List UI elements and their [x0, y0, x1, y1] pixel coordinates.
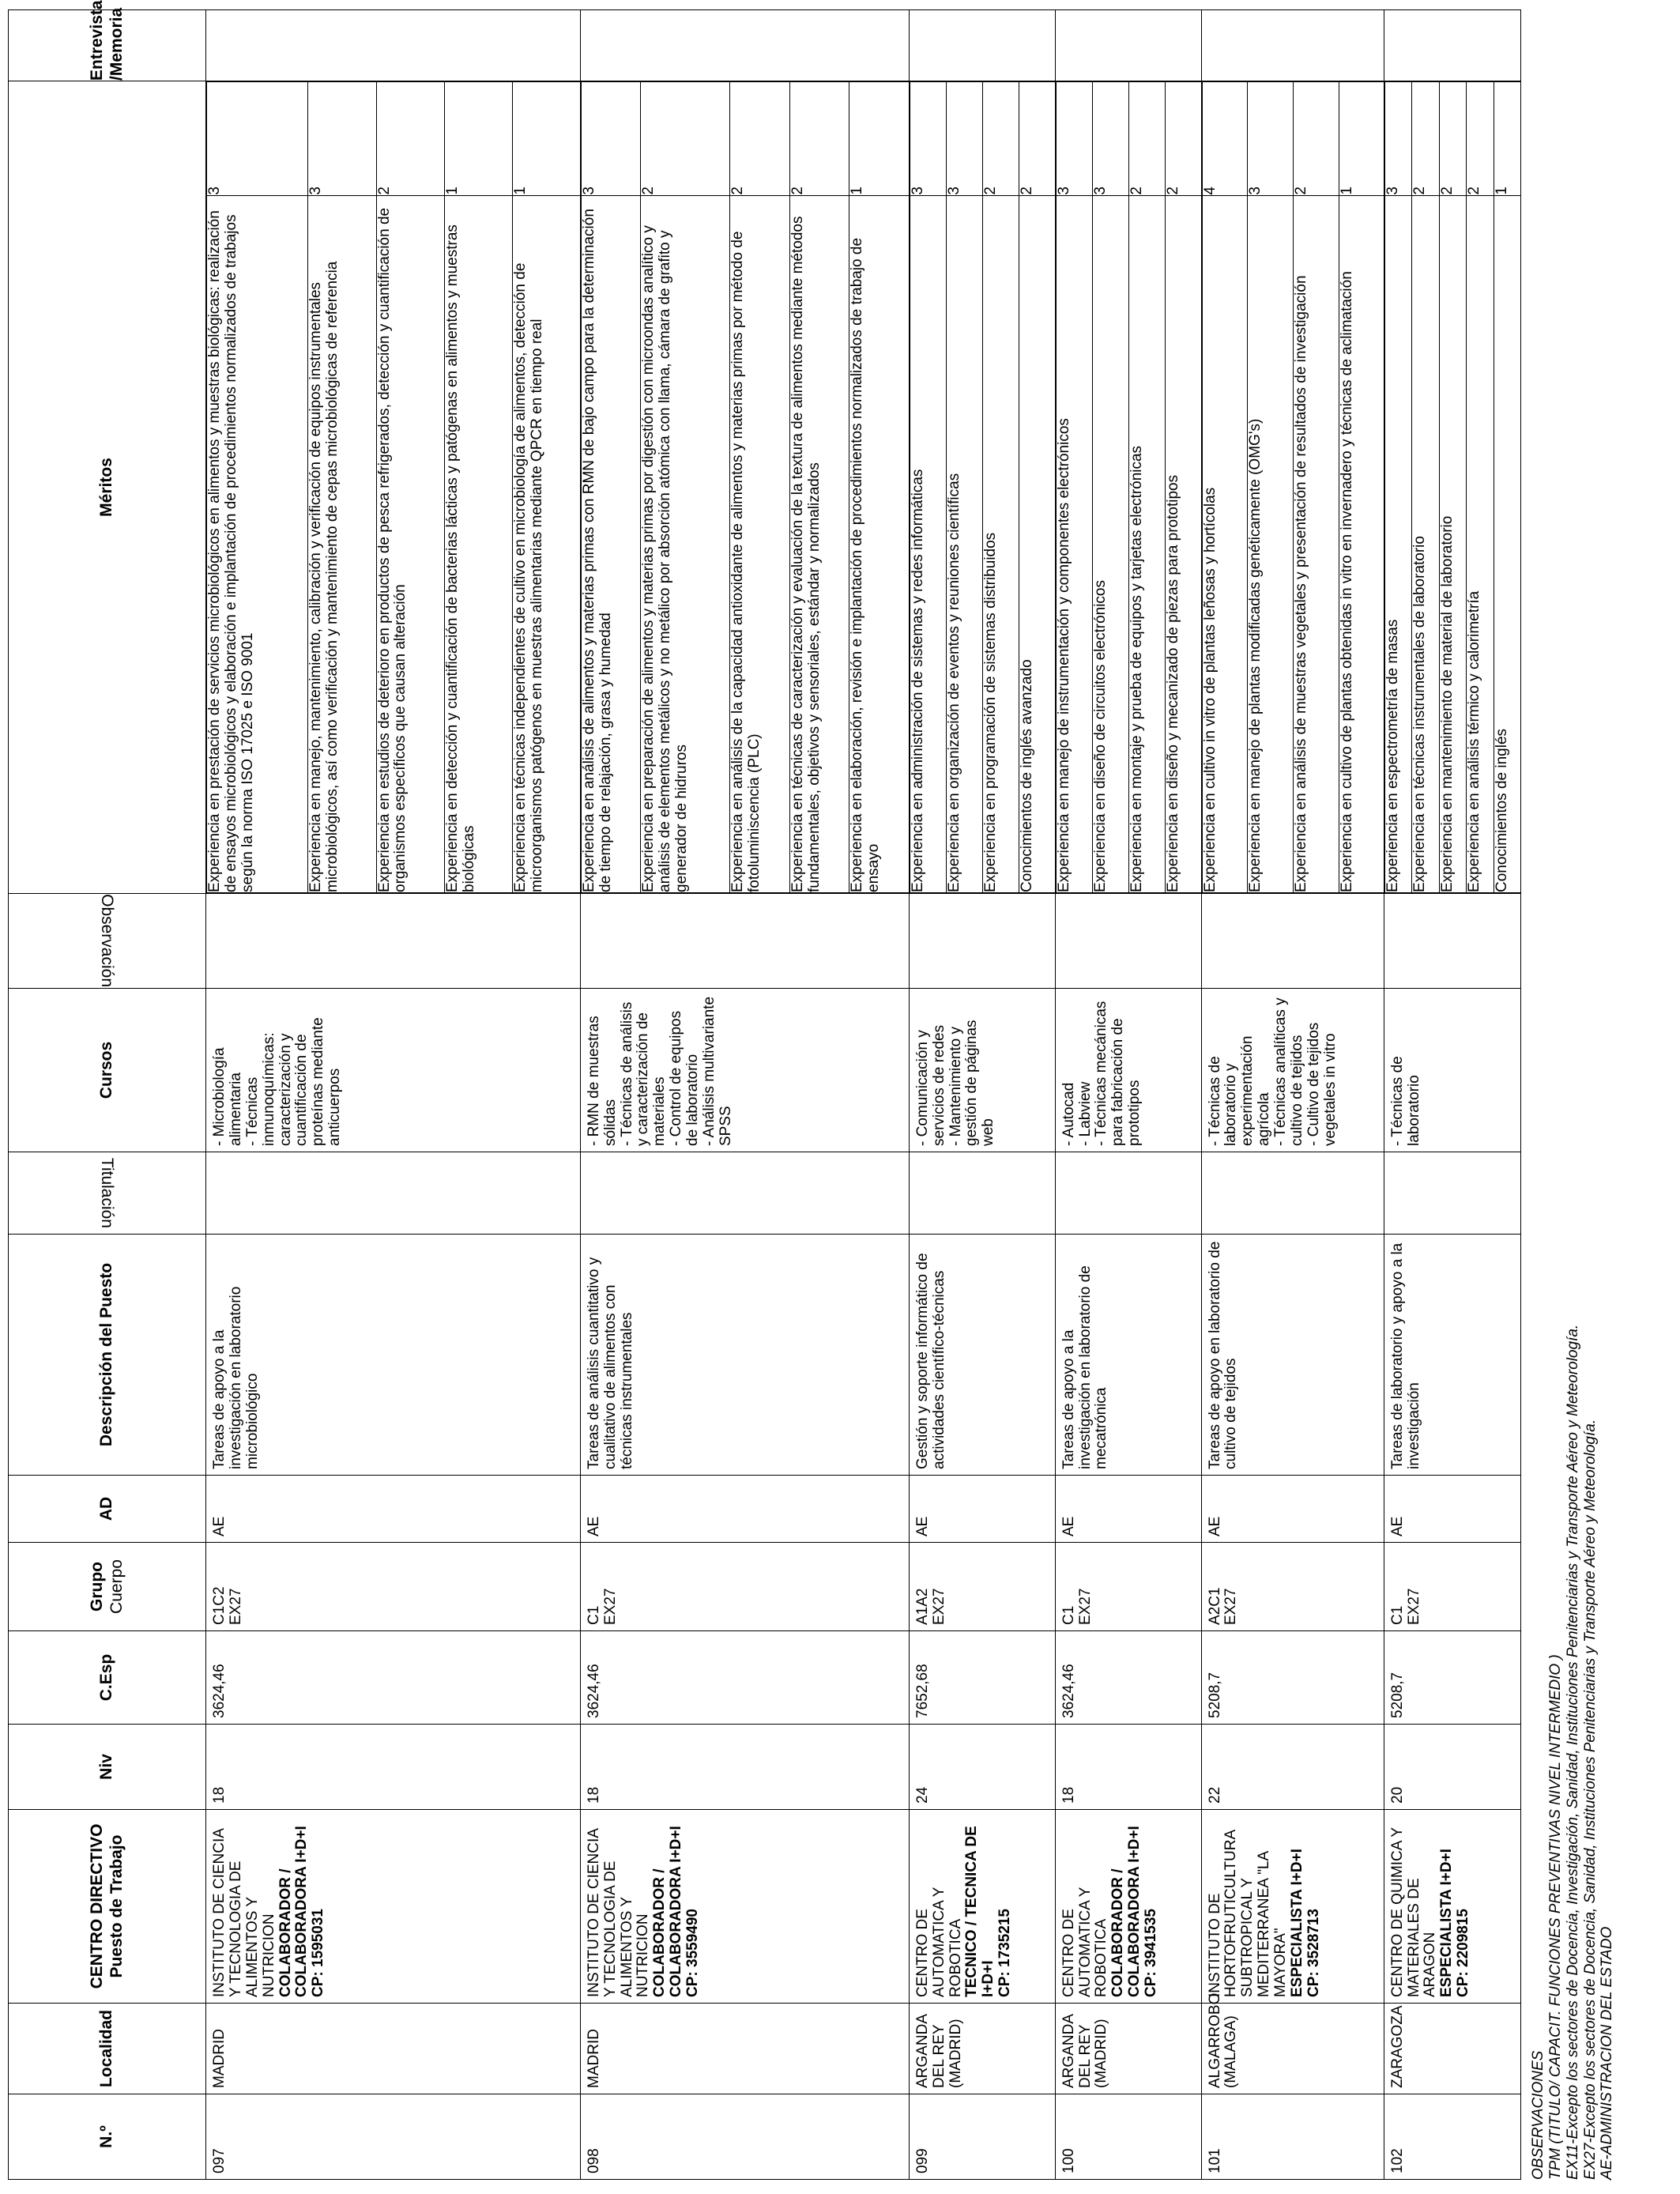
header-row — [9, 10, 206, 2180]
cursos-cell-text: - Microbiología alimentaria - Técnicas inmunoquímicas: caracterización y cuantificación de proteínas mediante anticuerpos — [211, 1017, 344, 1146]
titulacion-cell — [206, 1152, 581, 1235]
grupo-value: C1C2 — [211, 1586, 228, 1625]
merito-item — [1494, 82, 1520, 893]
merito-item — [512, 82, 579, 893]
niv-cell — [580, 1725, 909, 1810]
ad-cell-text: AE — [1388, 1516, 1406, 1536]
centro-cell — [1384, 1810, 1520, 2004]
merito-text: Experiencia en montaje y prueba de equipos y tarjetas electrónicas — [1128, 195, 1165, 892]
niv-cell-text: 18 — [1060, 1786, 1077, 1804]
merito-points: 2 — [982, 82, 1019, 196]
col-header-observacion-text: Observación — [98, 894, 117, 988]
centro-name: INSTITUTO DE CIENCIA Y TECNOLOGIA DE ALIMENTOS Y NUTRICION — [585, 1829, 652, 1997]
cesp-cell — [206, 1631, 581, 1725]
cp-code: CP: 2209815 — [1455, 1909, 1472, 1997]
cp-code: CP: 3941535 — [1143, 1909, 1160, 1997]
merito-points: 3 — [1092, 82, 1128, 196]
row-number — [1201, 2094, 1384, 2180]
merito-points: 3 — [946, 82, 982, 196]
titulacion-cell — [1055, 1152, 1201, 1235]
grupo-block — [206, 1543, 250, 1630]
localidad-cell-text: MADRID — [585, 2029, 602, 2088]
entrevista-cell — [1055, 10, 1201, 81]
centro-block — [1384, 1810, 1478, 2003]
merito-points: 2 — [641, 82, 730, 196]
row-number-text: 100 — [1060, 2148, 1077, 2173]
cesp-cell-text: 5208,7 — [1388, 1672, 1406, 1718]
localidad-cell — [580, 2004, 909, 2094]
merito-item — [444, 82, 512, 893]
merito-item — [1056, 82, 1092, 893]
localidad-cell — [206, 2004, 581, 2094]
merito-text: Experiencia en organización de eventos y reuniones científicas — [946, 195, 982, 892]
descripcion-cell-text: Tareas de análisis cuantitativo y cualitativo de alimentos con técnicas instrumentales — [585, 1257, 635, 1469]
observacion-cell — [909, 894, 1055, 989]
grupo-value: A2C1 — [1206, 1587, 1223, 1625]
merito-item — [1248, 82, 1294, 893]
centro-cell — [1055, 1810, 1201, 2004]
note-tpm: TPM (TITULO/ CAPACIT. FUNCIONES PREVENTIVAS NIVEL INTERMEDIO ) — [1546, 1654, 1564, 2180]
cp-code: CP: 1595031 — [310, 1909, 327, 1997]
centro-block — [1202, 1810, 1328, 2003]
merito-text: Experiencia en administración de sistemas y redes informáticas — [910, 195, 946, 892]
merito-item — [946, 82, 982, 893]
observaciones-notes — [1530, 10, 1616, 2180]
grupo-cell — [909, 1543, 1055, 1631]
row-number-text: 102 — [1388, 2148, 1406, 2173]
entrevista-cell — [206, 10, 581, 81]
merito-points: 2 — [1467, 82, 1494, 196]
grupo-cell — [1384, 1543, 1520, 1631]
titulacion-cell — [1384, 1152, 1520, 1235]
grupo-cell — [1201, 1543, 1384, 1631]
merito-points: 3 — [1248, 82, 1294, 196]
col-header-centro — [9, 1810, 206, 2004]
merito-points: 3 — [308, 82, 376, 196]
note-ex11: EX11-Excepto los sectores de Docencia, Investigación, Sanidad, Instituciones Penitenciarias y Transporte Aéreo y Meteorología. — [1564, 1324, 1581, 2180]
observacion-cell — [580, 894, 909, 989]
niv-cell — [1055, 1725, 1201, 1810]
meritos-list — [910, 81, 1055, 893]
cursos-cell — [1384, 989, 1520, 1152]
centro-name: CENTRO DE AUTOMATICA Y ROBOTICA — [1060, 1887, 1110, 1997]
observacion-cell — [1384, 894, 1520, 989]
merito-text: Experiencia en mantenimiento de material de laboratorio — [1439, 195, 1467, 892]
merito-item — [910, 82, 946, 893]
puesto-name: TECNICO / TECNICA DE I+D+I — [963, 1826, 997, 1997]
meritos-cell — [1201, 81, 1384, 894]
niv-cell — [1201, 1725, 1384, 1810]
merito-item — [581, 82, 641, 893]
niv-cell — [1384, 1725, 1520, 1810]
cursos-cell — [1055, 989, 1201, 1152]
merito-item — [207, 82, 308, 893]
merito-text: Experiencia en espectrometría de masas — [1384, 195, 1412, 892]
row-number-text: 099 — [913, 2148, 931, 2173]
grupo-block — [1056, 1543, 1100, 1630]
merito-points: 2 — [1128, 82, 1165, 196]
col-header-niv: Niv — [9, 1725, 206, 1810]
note-ex27: EX27-Excepto los sectores de Docencia, Sanidad, Instituciones Penitenciarias y Transporte Aéreo y Meteorología. — [1581, 1419, 1599, 2180]
descripcion-cell-text: Tareas de laboratorio y apoyo a la investigación — [1388, 1242, 1422, 1469]
meritos-cell — [206, 81, 581, 894]
puesto-name: COLABORADOR / COLABORADORA I+D+I — [277, 1826, 311, 1997]
grupo-block — [1384, 1543, 1429, 1630]
cesp-cell-text: 7652,68 — [913, 1664, 931, 1718]
merito-points: 2 — [1293, 82, 1339, 196]
merito-item — [1339, 82, 1383, 893]
niv-cell-text: 24 — [913, 1786, 931, 1804]
descripcion-cell-text: Tareas de apoyo a la investigación en laboratorio microbiológico — [211, 1286, 261, 1469]
merito-points: 4 — [1202, 82, 1248, 196]
row-number — [580, 2094, 909, 2180]
descripcion-cell — [206, 1235, 581, 1476]
meritos-cell — [1055, 81, 1201, 894]
localidad-cell — [1055, 2004, 1201, 2094]
row-number — [206, 2094, 581, 2180]
grupo-cell — [206, 1543, 581, 1631]
meritos-cell — [1384, 81, 1520, 894]
niv-cell-text: 18 — [585, 1786, 602, 1804]
ad-cell — [1055, 1476, 1201, 1543]
meritos-list — [206, 81, 580, 893]
ad-cell-text: AE — [1060, 1516, 1077, 1536]
entrevista-cell — [1384, 10, 1520, 81]
centro-cell — [206, 1810, 581, 2004]
merito-points: 1 — [1494, 82, 1520, 196]
cesp-cell — [1384, 1631, 1520, 1725]
ad-cell — [909, 1476, 1055, 1543]
grupo-cell — [580, 1543, 909, 1631]
merito-points: 2 — [789, 82, 849, 196]
puesto-name: ESPECIALISTA I+D+I — [1288, 1849, 1305, 1997]
descripcion-cell-text: Tareas de apoyo en laboratorio de cultivo de tejidos — [1206, 1241, 1240, 1469]
row-number — [1384, 2094, 1520, 2180]
merito-points: 2 — [376, 82, 444, 196]
localidad-cell — [1384, 2004, 1520, 2094]
ad-cell-text: AE — [585, 1516, 602, 1536]
merito-points: 2 — [1019, 82, 1055, 196]
merito-points: 3 — [910, 82, 946, 196]
grupo-block — [910, 1543, 954, 1630]
grupo-value: C1 — [585, 1605, 602, 1625]
merito-item — [1412, 82, 1440, 893]
merito-text: Experiencia en cultivo de plantas obtenidas in vitro en invernadero y técnicas de aclimatación — [1339, 195, 1383, 892]
ad-cell-text: AE — [1206, 1516, 1223, 1536]
entrevista-cell — [909, 10, 1055, 81]
entrevista-cell — [1201, 10, 1384, 81]
cuerpo-value: EX27 — [1076, 1588, 1094, 1625]
merito-text: Experiencia en técnicas independientes de cultivo en microbiología de alimentos, detección de microorganismos patógenos en muestras alimentarias mediante QPCR en tiempo real — [512, 195, 579, 892]
cesp-cell-text: 3624,46 — [585, 1664, 602, 1718]
grupo-value: C1 — [1388, 1605, 1406, 1625]
cuerpo-value: EX27 — [227, 1588, 244, 1625]
col-header-titulacion — [9, 1152, 206, 1235]
merito-text: Experiencia en diseño de circuitos electrónicos — [1092, 195, 1128, 892]
merito-text: Experiencia en preparación de alimentos y materias primas por digestión con microondas analítico y análisis de elementos metálicos y no metálico por absorción atómica con llama, cámara de grafito y generador de hidruros — [641, 195, 730, 892]
merito-item — [1202, 82, 1248, 893]
centro-name: INSTITUTO DE HORTOFRUTICULTURA SUBTROPICAL Y MEDITERRANEA "LA MAYORA" — [1206, 1830, 1290, 1997]
merito-points: 3 — [581, 82, 641, 196]
cuerpo-value: EX27 — [1222, 1588, 1240, 1625]
cesp-cell-text: 5208,7 — [1206, 1672, 1223, 1718]
cursos-cell — [909, 989, 1055, 1152]
merito-points: 2 — [1165, 82, 1200, 196]
observacion-cell — [1055, 894, 1201, 989]
localidad-cell — [1201, 1992, 1384, 2094]
meritos-list — [1202, 81, 1384, 893]
merito-text: Experiencia en análisis de la capacidad antioxidante de alimentos y materias primas por método de fotoluminiscencia (PLC) — [730, 195, 790, 892]
niv-cell-text: 18 — [211, 1786, 228, 1804]
table-row — [206, 10, 581, 2180]
merito-text: Experiencia en manejo, mantenimiento, calibración y verificación de equipos instrumentales microbiológicos, así como verificación y mantenimiento de cepas microbiológicas de referencia — [308, 195, 376, 892]
meritos-list — [581, 81, 909, 893]
meritos-cell — [580, 81, 909, 894]
localidad-cell-text: ZARAGOZA — [1388, 2005, 1406, 2088]
centro-name: CENTRO DE QUIMICA Y MATERIALES DE ARAGON — [1388, 1827, 1439, 1997]
descripcion-cell-text: Tareas de apoyo a la investigación en laboratorio de mecatrónica — [1060, 1265, 1110, 1469]
cursos-cell-text: - Técnicas de laboratorio — [1388, 1056, 1422, 1146]
col-header-meritos: Méritos — [9, 81, 206, 894]
merito-points: 1 — [512, 82, 579, 196]
grupo-cell — [1055, 1543, 1201, 1631]
localidad-cell-text: ARGANDA DEL REY (MADRID) — [1060, 2015, 1110, 2088]
descripcion-cell — [1201, 1235, 1384, 1476]
cesp-cell — [1055, 1631, 1201, 1725]
merito-item — [1165, 82, 1200, 893]
merito-points: 3 — [1384, 82, 1412, 196]
centro-block — [206, 1810, 333, 2003]
col-header-localidad: Localidad — [9, 2004, 206, 2094]
meritos-list — [1056, 81, 1201, 893]
ad-cell — [1384, 1476, 1520, 1543]
puesto-name: ESPECIALISTA I+D+I — [1438, 1849, 1456, 1997]
row-number-text: 097 — [211, 2148, 228, 2173]
niv-cell — [909, 1725, 1055, 1810]
merito-points: 2 — [1412, 82, 1440, 196]
localidad-cell — [909, 2004, 1055, 2094]
merito-text: Experiencia en prestación de servicios microbiológicos en alimentos y muestras biológicas: realización de ensayos microbiológicos y elaboración e implantación de procedimientos normalizados de trabajos según la norma ISO 17025 e ISO 9001 — [207, 195, 308, 892]
merito-item — [308, 82, 376, 893]
descripcion-cell — [1055, 1235, 1201, 1476]
grupo-value: C1 — [1060, 1605, 1077, 1625]
cursos-cell-text: - Autocad - Labview - Técnicas mecánicas para fabricación de prototipos — [1060, 1001, 1143, 1146]
table-row — [580, 10, 909, 2180]
table-row — [1201, 10, 1384, 2180]
merito-text: Experiencia en manejo de instrumentación y componentes electrónicos — [1056, 195, 1092, 892]
merito-points: 3 — [207, 82, 308, 196]
merito-text: Experiencia en cultivo in vitro de plantas leñosas y hortícolas — [1202, 195, 1248, 892]
merito-points: 1 — [1339, 82, 1383, 196]
row-number — [909, 2094, 1055, 2180]
merito-item — [1019, 82, 1055, 893]
cp-code: CP: 3528713 — [1305, 1909, 1322, 1997]
merito-item — [982, 82, 1019, 893]
table-row — [1055, 10, 1201, 2180]
merito-text: Experiencia en análisis de alimentos y materias primas con RMN de bajo campo para la determinación de tiempo de relajación, grasa y humedad — [581, 195, 641, 892]
centro-block — [581, 1810, 707, 2003]
table-row — [909, 10, 1055, 2180]
col-header-n: N.º — [9, 2094, 206, 2180]
centro-name: CENTRO DE AUTOMATICA Y ROBOTICA — [913, 1887, 964, 1997]
cursos-cell — [1201, 989, 1384, 1152]
merito-points: 3 — [1056, 82, 1092, 196]
centro-cell — [580, 1810, 909, 2004]
centro-cell — [909, 1810, 1055, 2004]
puesto-name: COLABORADOR / COLABORADORA I+D+I — [1109, 1826, 1143, 1997]
cuerpo-value: EX27 — [1405, 1588, 1422, 1625]
centro-block — [1056, 1810, 1166, 2003]
merito-item — [1439, 82, 1467, 893]
niv-cell-text: 22 — [1206, 1786, 1223, 1804]
merito-points: 2 — [730, 82, 790, 196]
ad-cell-text: AE — [913, 1516, 931, 1536]
col-header-cursos: Cursos — [9, 989, 206, 1152]
col-header-cesp: C.Esp — [9, 1631, 206, 1725]
titulacion-cell — [909, 1152, 1055, 1235]
centro-block — [910, 1810, 1019, 2003]
grupo-value: A1A2 — [913, 1588, 931, 1625]
merito-text: Experiencia en técnicas instrumentales de laboratorio — [1412, 195, 1440, 892]
niv-cell-text: 20 — [1388, 1786, 1406, 1804]
merito-item — [1293, 82, 1339, 893]
col-header-grupo-line2: Cuerpo — [107, 1559, 126, 1614]
merito-item — [1467, 82, 1494, 893]
col-header-titulacion-text: Titulación — [98, 1157, 117, 1229]
cursos-cell — [206, 989, 581, 1152]
row-number-text: 098 — [585, 2148, 602, 2173]
col-header-ad: AD — [9, 1476, 206, 1543]
merito-text: Experiencia en diseño y mecanizado de piezas para prototipos — [1165, 195, 1200, 892]
merito-item — [641, 82, 730, 893]
titulacion-cell — [1201, 1152, 1384, 1235]
ad-cell-text: AE — [211, 1516, 228, 1536]
cesp-cell — [580, 1631, 909, 1725]
col-header-descripcion: Descripción del Puesto — [9, 1235, 206, 1476]
merito-item — [1384, 82, 1412, 893]
merito-text: Experiencia en elaboración, revisión e implantación de procedimientos normalizados de trabajo de ensayo — [849, 195, 909, 892]
merito-points: 1 — [849, 82, 909, 196]
cuerpo-value: EX27 — [601, 1588, 619, 1625]
niv-cell — [206, 1725, 581, 1810]
grupo-block — [581, 1543, 625, 1630]
ad-cell — [580, 1476, 909, 1543]
merito-item — [1092, 82, 1128, 893]
col-header-grupo — [9, 1543, 206, 1631]
merito-text: Experiencia en programación de sistemas distribuidos — [982, 195, 1019, 892]
entrevista-cell — [580, 10, 909, 81]
cesp-cell — [1201, 1631, 1384, 1725]
cursos-cell-text: - Técnicas de laboratorio y experimentación agrícola - Técnicas analíticas y cultivo de tejidos - Cultivo de tejidos vegetales in vitro — [1206, 997, 1339, 1146]
cesp-cell-text: 3624,46 — [211, 1664, 228, 1718]
cursos-cell — [580, 989, 909, 1152]
titulacion-cell — [580, 1152, 909, 1235]
col-header-entrevista: Entrevista /Memoria — [9, 10, 206, 81]
observacion-cell — [1201, 894, 1384, 989]
merito-item — [1128, 82, 1165, 893]
cp-code: CP: 1735215 — [996, 1909, 1014, 1997]
descripcion-cell — [580, 1235, 909, 1476]
merito-points: 2 — [1439, 82, 1467, 196]
descripcion-cell — [1384, 1235, 1520, 1476]
cp-code: CP: 3559490 — [684, 1909, 702, 1997]
merito-text: Experiencia en técnicas de caracterización y evaluación de la textura de alimentos mediante métodos fundamentales, objetivos y sensoriales, estándar y normalizados — [789, 195, 849, 892]
merito-points: 1 — [444, 82, 512, 196]
merito-item — [849, 82, 909, 893]
meritos-list — [1384, 81, 1520, 893]
merito-text: Conocimientos de inglés avanzado — [1019, 195, 1055, 892]
localidad-cell-text: ALGARROBO (MALAGA) — [1206, 1992, 1240, 2088]
col-header-observacion — [9, 894, 206, 989]
col-header-centro-line2: Puesto de Trabajo — [107, 1834, 126, 1978]
merito-text: Experiencia en detección y cuantificación de bacterias lácticas y patógenas en alimentos y muestras biológicas — [444, 195, 512, 892]
cursos-cell-text: - RMN de muestras sólidas - Técnicas de análisis y caracterización de materiales - Control de equipos de laboratorio - Análisis multivariante SPSS — [585, 996, 734, 1146]
cesp-cell — [909, 1631, 1055, 1725]
grupo-block — [1202, 1543, 1246, 1630]
ad-cell — [206, 1476, 581, 1543]
meritos-cell — [909, 81, 1055, 894]
note-ae: AE-ADMINISTRACION DEL ESTADO — [1599, 1926, 1616, 2180]
table-row — [1384, 10, 1520, 2180]
localidad-cell-text: ARGANDA DEL REY (MADRID) — [913, 2015, 964, 2088]
descripcion-cell-text: Gestión y soporte informático de actividades científico-técnicas — [913, 1253, 947, 1469]
cuerpo-value: EX27 — [930, 1588, 947, 1625]
ad-cell — [1201, 1476, 1384, 1543]
merito-text: Experiencia en estudios de deterioro en productos de pesca refrigerados, detección y cuantificación de organismos específicos que causan alteración — [376, 195, 444, 892]
descripcion-cell — [909, 1235, 1055, 1476]
row-number-text: 101 — [1206, 2148, 1223, 2173]
centro-name: INSTITUTO DE CIENCIA Y TECNOLOGIA DE ALIMENTOS Y NUTRICION — [211, 1829, 277, 1997]
merito-text: Conocimientos de inglés — [1494, 195, 1520, 892]
localidad-cell-text: MADRID — [211, 2029, 228, 2088]
cesp-cell-text: 3624,46 — [1060, 1664, 1077, 1718]
merito-text: Experiencia en manejo de plantas modificadas genéticamente (OMG's) — [1248, 195, 1294, 892]
col-header-centro-line1: CENTRO DIRECTIVO — [88, 1823, 107, 1989]
positions-table — [8, 0, 1521, 2180]
merito-text: Experiencia en análisis térmico y calorimetría — [1467, 195, 1494, 892]
cursos-cell-text: - Comunicación y servicios de redes - Mantenimiento y gestión de páginas web — [913, 1020, 997, 1146]
row-number — [1055, 2094, 1201, 2180]
observacion-cell — [206, 894, 581, 989]
merito-item — [789, 82, 849, 893]
col-header-grupo-line1: Grupo — [88, 1562, 107, 1612]
merito-text: Experiencia en análisis de muestras vegetales y presentación de resultados de investigación — [1293, 195, 1339, 892]
notes-heading: OBSERVACIONES — [1530, 2050, 1546, 2180]
puesto-name: COLABORADOR / COLABORADORA I+D+I — [651, 1826, 685, 1997]
merito-item — [730, 82, 790, 893]
centro-cell — [1201, 1810, 1384, 2004]
merito-item — [376, 82, 444, 893]
